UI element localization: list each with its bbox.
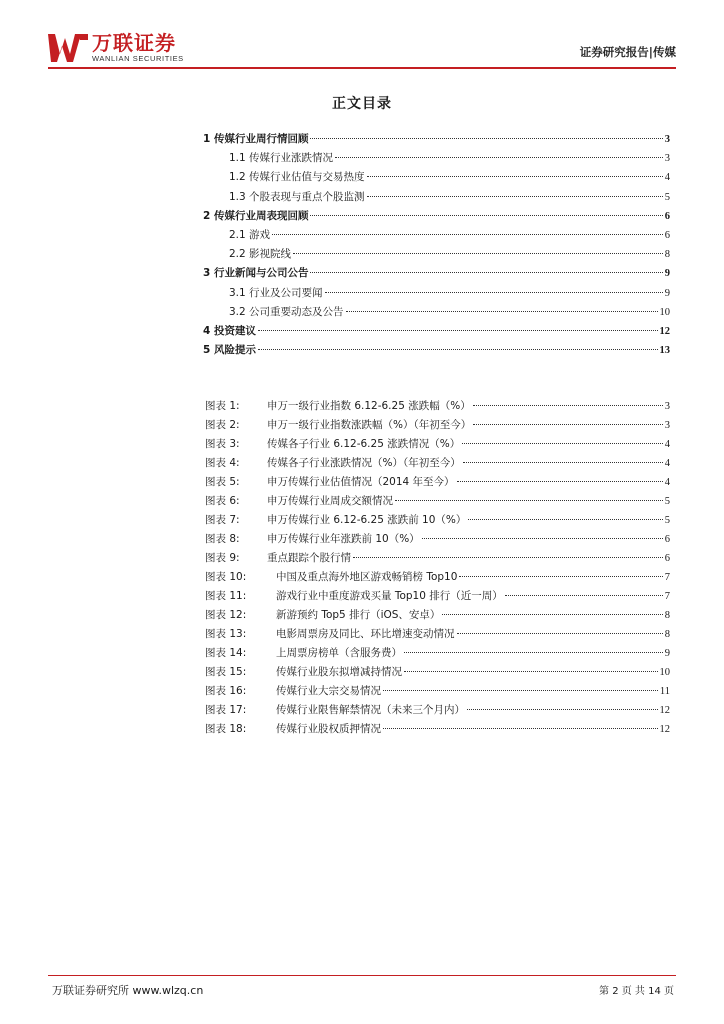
figure-number: 图表 10: (205, 571, 247, 583)
figure-page-number: 4 (664, 439, 670, 450)
figure-title: 传媒行业股东拟增减持情况 (276, 666, 402, 678)
toc-page-number: 6 (664, 210, 670, 222)
figure-title: 新游预约 Top5 排行（iOS、安卓） (276, 609, 441, 621)
list-of-figures (205, 398, 670, 740)
toc-label: 3.1 行业及公司要闻 (229, 286, 323, 299)
logo-english: WANLIAN SECURITIES (92, 54, 184, 63)
toc-leader-dots (310, 272, 662, 273)
figure-leader-dots (383, 690, 658, 691)
toc-subsection-link[interactable] (203, 285, 670, 304)
toc-label: 5 风险提示 (203, 344, 256, 357)
toc-label: 1 传媒行业周行情回顾 (203, 133, 309, 145)
toc-subsection-link[interactable] (203, 227, 670, 246)
report-tag: 证券研究报告|传媒 (579, 45, 676, 59)
figure-title: 传媒行业限售解禁情况（未来三个月内） (276, 704, 465, 716)
figure-list-item[interactable] (205, 607, 670, 626)
figure-list-item[interactable] (205, 645, 670, 664)
figure-list-item[interactable] (205, 702, 670, 721)
figure-number: 图表 7: (205, 514, 240, 526)
toc-leader-dots (293, 253, 663, 254)
figure-title: 传媒行业股权质押情况 (276, 723, 381, 735)
figure-leader-dots (468, 519, 662, 520)
figure-leader-dots (442, 614, 662, 615)
figure-list-item[interactable] (205, 474, 670, 493)
toc-section-link[interactable] (203, 208, 670, 227)
figure-leader-dots (422, 538, 663, 539)
figure-title: 传媒行业大宗交易情况 (276, 685, 381, 697)
figure-number: 图表 16: (205, 685, 247, 697)
toc-label: 2.1 游戏 (229, 228, 271, 241)
toc-subsection-link[interactable] (203, 189, 670, 208)
figure-list-item[interactable] (205, 683, 670, 702)
figure-list-item[interactable] (205, 455, 670, 474)
figure-page-number: 12 (659, 705, 670, 716)
figure-list-item[interactable] (205, 664, 670, 683)
figure-page-number: 6 (664, 553, 670, 564)
toc-subsection-link[interactable] (203, 150, 670, 169)
page-number: 第 2 页 共 14 页 (599, 986, 674, 997)
figure-page-number: 7 (664, 572, 670, 583)
figure-leader-dots (395, 500, 663, 501)
figure-number: 图表 6: (205, 495, 240, 507)
toc-page-number: 3 (664, 153, 670, 165)
toc-page-number: 5 (664, 191, 670, 203)
figure-title: 申万传媒行业年涨跌前 10（%） (267, 533, 420, 545)
figure-number: 图表 2: (205, 419, 240, 431)
toc-leader-dots (258, 349, 658, 350)
figure-number: 图表 5: (205, 476, 240, 488)
table-of-contents (203, 131, 670, 361)
toc-section-link[interactable] (203, 342, 670, 361)
figure-leader-dots (404, 671, 658, 672)
toc-leader-dots (310, 138, 662, 139)
footer-company: 万联证券研究所 www.wlzq.cn (52, 984, 204, 997)
company-logo (48, 32, 248, 66)
figure-leader-dots (457, 633, 663, 634)
toc-label: 2.2 影视院线 (229, 248, 292, 261)
figure-page-number: 5 (664, 515, 670, 526)
figure-list-item[interactable] (205, 588, 670, 607)
figure-list-item[interactable] (205, 531, 670, 550)
figure-list-item[interactable] (205, 436, 670, 455)
figure-page-number: 11 (659, 686, 670, 697)
figure-leader-dots (462, 443, 663, 444)
toc-page-number: 4 (664, 172, 670, 184)
figure-page-number: 8 (664, 610, 670, 621)
header-divider (48, 67, 676, 69)
figure-leader-dots (459, 576, 662, 577)
toc-section-link[interactable] (203, 131, 670, 150)
figure-page-number: 12 (659, 724, 670, 735)
figure-list-item[interactable] (205, 626, 670, 645)
figure-number: 图表 14: (205, 647, 247, 659)
toc-label: 2 传媒行业周表现回顾 (203, 209, 309, 222)
figure-number: 图表 13: (205, 628, 247, 640)
toc-section-link[interactable] (203, 265, 670, 284)
toc-page-number: 13 (659, 345, 670, 357)
figure-number: 图表 9: (205, 552, 240, 564)
figure-list-item[interactable] (205, 512, 670, 531)
toc-leader-dots (258, 330, 658, 331)
figure-title: 申万传媒行业周成交额情况 (267, 495, 393, 507)
figure-title: 游戏行业中重度游戏买量 Top10 排行（近一周） (276, 590, 503, 602)
logo-name: 万联证券 (92, 31, 176, 55)
toc-label: 1.1 传媒行业涨跌情况 (229, 152, 334, 165)
page-title: 正文目录 (332, 96, 392, 112)
toc-leader-dots (310, 215, 662, 216)
figure-title: 上周票房榜单（含服务费） (276, 647, 402, 659)
toc-subsection-link[interactable] (203, 304, 670, 323)
figure-page-number: 7 (664, 591, 670, 602)
toc-leader-dots (367, 196, 663, 197)
figure-title: 中国及重点海外地区游戏畅销榜 Top10 (276, 571, 458, 583)
figure-page-number: 9 (664, 648, 670, 659)
figure-title: 申万传媒行业 6.12-6.25 涨跌前 10（%） (267, 514, 467, 526)
footer-divider (48, 975, 676, 976)
figure-leader-dots (353, 557, 663, 558)
figure-page-number: 10 (659, 667, 670, 678)
figure-page-number: 8 (664, 629, 670, 640)
figure-leader-dots (473, 424, 663, 425)
figure-title: 申万传媒行业估值情况（2014 年至今） (267, 476, 455, 488)
figure-number: 图表 18: (205, 723, 247, 735)
figure-page-number: 4 (664, 458, 670, 469)
toc-label: 3 行业新闻与公司公告 (203, 267, 309, 280)
figure-leader-dots (404, 652, 663, 653)
figure-leader-dots (457, 481, 663, 482)
figure-leader-dots (505, 595, 663, 596)
figure-leader-dots (473, 405, 663, 406)
figure-list-item[interactable] (205, 550, 670, 569)
figure-leader-dots (467, 709, 658, 710)
toc-leader-dots (346, 311, 658, 312)
toc-page-number: 9 (664, 287, 670, 299)
toc-leader-dots (367, 176, 663, 177)
wanlian-logo-icon (48, 32, 88, 64)
toc-page-number: 8 (664, 249, 670, 261)
figure-number: 图表 8: (205, 533, 240, 545)
toc-page-number: 9 (664, 268, 670, 280)
toc-page-number: 10 (659, 306, 670, 318)
toc-section-link[interactable] (203, 323, 670, 342)
figure-page-number: 6 (664, 534, 670, 545)
toc-page-number: 3 (664, 134, 670, 145)
toc-label: 1.3 个股表现与重点个股监测 (229, 190, 365, 203)
toc-leader-dots (272, 234, 663, 235)
figure-title: 申万一级行业指数 6.12-6.25 涨跌幅（%） (267, 400, 471, 412)
toc-label: 3.2 公司重要动态及公告 (229, 305, 344, 318)
figure-page-number: 3 (664, 420, 670, 431)
figure-title: 传媒各子行业 6.12-6.25 涨跌情况（%） (267, 438, 461, 450)
figure-list-item[interactable] (205, 493, 670, 512)
toc-subsection-link[interactable] (203, 246, 670, 265)
figure-title: 申万一级行业指数涨跌幅（%）（年初至今） (267, 419, 472, 431)
figure-number: 图表 12: (205, 609, 247, 621)
figure-number: 图表 4: (205, 457, 240, 469)
figure-list-item[interactable] (205, 569, 670, 588)
figure-title: 传媒各子行业涨跌情况（%）（年初至今） (267, 457, 461, 469)
figure-leader-dots (383, 728, 658, 729)
toc-page-number: 12 (659, 325, 670, 337)
figure-title: 电影周票房及同比、环比增速变动情况 (276, 628, 455, 640)
figure-title: 重点跟踪个股行情 (267, 552, 351, 564)
figure-list-item[interactable] (205, 398, 670, 417)
toc-leader-dots (335, 157, 663, 158)
toc-leader-dots (325, 292, 663, 293)
toc-label: 1.2 传媒行业估值与交易热度 (229, 171, 365, 184)
figure-page-number: 5 (664, 496, 670, 507)
figure-list-item[interactable] (205, 417, 670, 436)
figure-number: 图表 17: (205, 704, 247, 716)
figure-list-item[interactable] (205, 721, 670, 740)
figure-number: 图表 3: (205, 438, 240, 450)
page-header (48, 28, 676, 68)
figure-number: 图表 11: (205, 590, 247, 602)
figure-leader-dots (463, 462, 663, 463)
toc-subsection-link[interactable] (203, 169, 670, 188)
figure-page-number: 4 (664, 477, 670, 488)
toc-page-number: 6 (664, 229, 670, 241)
figure-page-number: 3 (664, 401, 670, 412)
figure-number: 图表 1: (205, 400, 240, 412)
figure-number: 图表 15: (205, 666, 247, 678)
toc-label: 4 投资建议 (203, 324, 256, 337)
